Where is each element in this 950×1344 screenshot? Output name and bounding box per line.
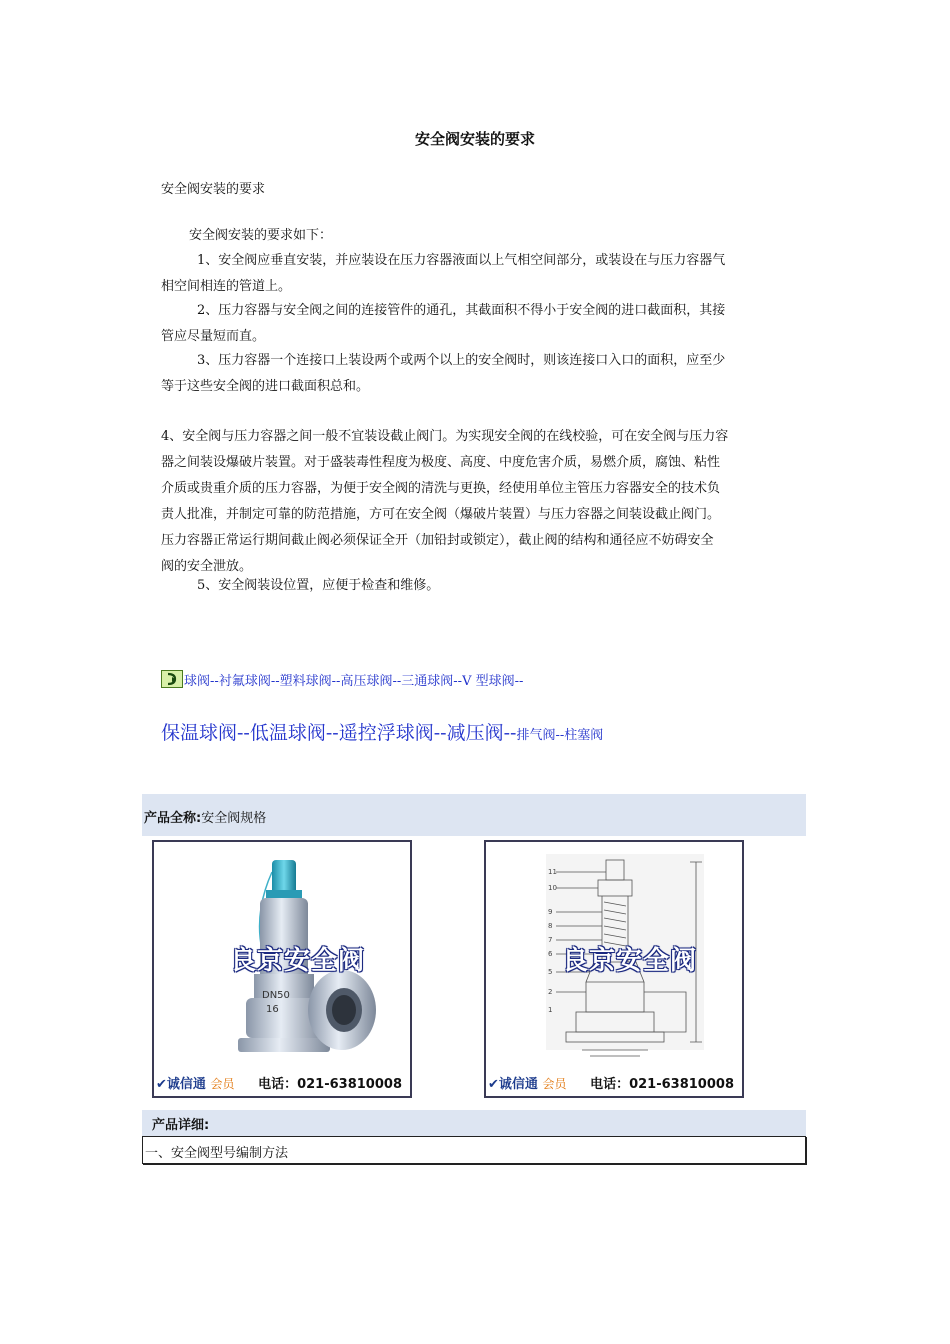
link-exhaust-valve[interactable]: 排气阀 <box>516 728 556 743</box>
product-links-row-2 <box>161 718 603 745</box>
svg-text:1: 1 <box>548 1006 553 1014</box>
requirement-3-line2: 等于这些安全阀的进口截面积总和。 <box>161 379 370 394</box>
separator: -- <box>555 728 565 743</box>
valve-marking-pn: 16 <box>266 1004 279 1015</box>
brand-logo: ✔诚信通 会员 <box>488 1077 567 1092</box>
separator: -- <box>331 674 341 689</box>
link-plunger-valve[interactable]: 柱塞阀 <box>564 728 604 743</box>
separator: -- <box>392 674 402 689</box>
link-ball-valve[interactable]: 球阀 <box>184 674 211 689</box>
separator: -- <box>325 722 339 744</box>
separator: -- <box>453 674 463 689</box>
separator: -- <box>210 674 219 689</box>
link-v-type-ball-valve[interactable]: V 型球阀 <box>462 674 515 689</box>
requirement-4-line: 责人批准，并制定可靠的防范措施，方可在安全阀（爆破片装置）与压力容器之间装设截止阀门。 <box>161 507 721 522</box>
product-links-row-1 <box>161 670 523 689</box>
svg-text:9: 9 <box>548 908 553 916</box>
separator: -- <box>237 722 250 744</box>
valve-marking-dn: DN50 <box>262 990 290 1001</box>
phone-number: 电话：021-63810008 <box>590 1077 734 1092</box>
separator: -- <box>433 722 447 744</box>
link-plastic-ball-valve[interactable]: 塑料球阀 <box>279 674 332 689</box>
valve-drawing <box>484 840 744 1098</box>
watermark: 良京安全阀 <box>230 946 366 976</box>
phone-number: 电话：021-63810008 <box>258 1077 402 1092</box>
page-title: 安全阀安装的要求 <box>414 130 535 148</box>
arrow-icon <box>161 670 183 688</box>
requirement-4 <box>161 424 801 580</box>
requirement-4-line: 压力容器正常运行期间截止阀必须保证全开（加铅封或锁定），截止阀的结构和通径应不妨碍安全 <box>161 533 714 548</box>
link-high-pressure-ball-valve[interactable]: 高压球阀 <box>340 674 393 689</box>
link-fluorine-lined-ball-valve[interactable]: 衬氟球阀 <box>218 674 271 689</box>
link-pressure-reducing-valve[interactable]: 减压阀 <box>446 722 504 744</box>
svg-text:5: 5 <box>548 968 553 976</box>
separator: -- <box>270 674 280 689</box>
svg-text:7: 7 <box>548 936 553 944</box>
link-remote-float-valve[interactable]: 遥控浮球阀 <box>338 722 434 744</box>
requirement-4-line: 介质或贵重介质的压力容器，为便于安全阀的清洗与更换，经使用单位主管压力容器安全的技术负 <box>161 481 721 496</box>
requirement-5: 5、安全阀装设位置，应便于检查和维修。 <box>197 578 440 593</box>
requirement-1-line2: 相空间相连的管道上。 <box>161 279 292 294</box>
detail-section-row <box>142 1136 806 1164</box>
product-name-bar <box>142 794 806 836</box>
svg-text:11: 11 <box>548 868 557 876</box>
requirement-4-line: 器之间装设爆破片装置。对于盛装毒性程度为极度、高度、中度危害介质，易燃介质，腐蚀、粘性 <box>161 455 721 470</box>
svg-text:6: 6 <box>548 950 553 958</box>
subtitle: 安全阀安装的要求 <box>161 182 266 197</box>
link-insulated-ball-valve[interactable]: 保温球阀 <box>161 722 238 744</box>
image-footer <box>154 1068 410 1096</box>
requirement-2-line1: 2、压力容器与安全阀之间的连接管件的通孔，其截面积不得小于安全阀的进口截面积，其接 <box>197 303 726 318</box>
requirement-3 <box>161 348 791 400</box>
watermark: 良京安全阀 <box>562 946 698 976</box>
requirement-2-line2: 管应尽量短而直。 <box>161 329 266 344</box>
svg-text:2: 2 <box>548 988 553 996</box>
detail-section-title: 一、安全阀型号编制方法 <box>145 1146 289 1161</box>
svg-text:10: 10 <box>548 884 557 892</box>
separator: -- <box>514 674 524 689</box>
requirement-2 <box>161 298 791 350</box>
product-detail-label: 产品详细: <box>152 1118 210 1133</box>
link-three-way-ball-valve[interactable]: 三通球阀 <box>401 674 454 689</box>
requirement-1 <box>161 248 791 300</box>
requirement-1-line1: 1、安全阀应垂直安装，并应装设在压力容器液面以上气相空间部分，或装设在与压力容器气 <box>197 253 726 268</box>
svg-text:8: 8 <box>548 922 553 930</box>
requirement-4-line: 4、安全阀与压力容器之间一般不宜装设截止阀门。为实现安全阀的在线校验，可在安全阀与压力容 <box>161 429 729 444</box>
separator: -- <box>503 722 517 744</box>
product-name-label: 产品全称: <box>144 811 202 826</box>
image-footer <box>486 1068 742 1096</box>
valve-photo <box>152 840 412 1098</box>
requirement-4-line: 阀的安全泄放。 <box>161 559 253 574</box>
intro-text: 安全阀安装的要求如下： <box>189 228 333 243</box>
requirement-3-line1: 3、压力容器一个连接口上装设两个或两个以上的安全阀时，则该连接口入口的面积，应至少 <box>197 353 726 368</box>
brand-logo: ✔诚信通 会员 <box>156 1077 235 1092</box>
link-low-temp-ball-valve[interactable]: 低温球阀 <box>249 722 326 744</box>
product-detail-bar <box>142 1110 806 1136</box>
product-name-value: 安全阀规格 <box>201 811 267 826</box>
